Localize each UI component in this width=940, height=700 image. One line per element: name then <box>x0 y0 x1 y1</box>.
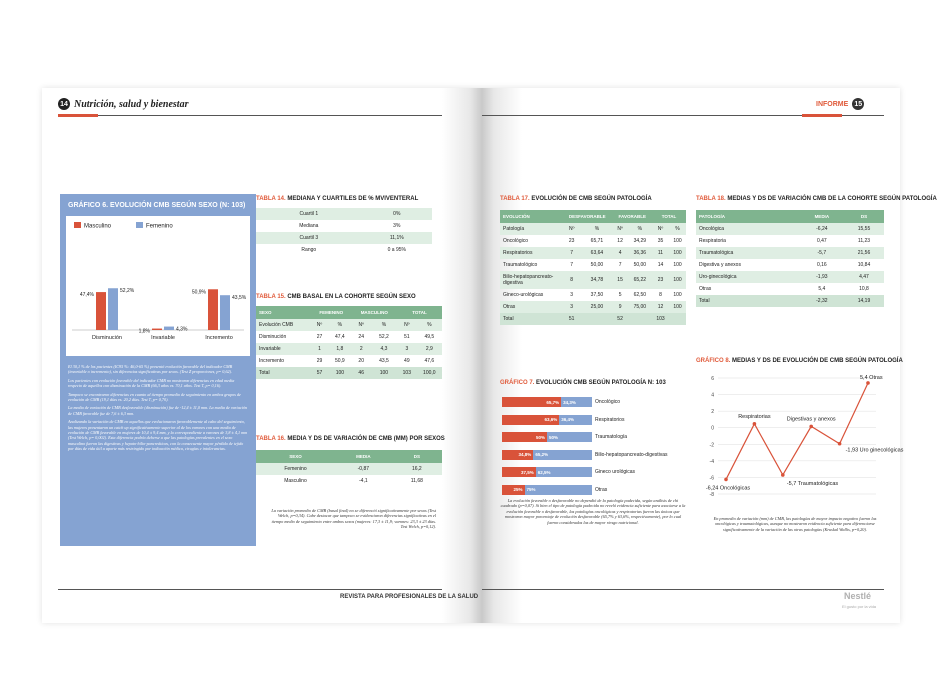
left-page-header <box>58 98 188 110</box>
table-cell: 1 <box>311 343 328 355</box>
bar-desfavorable: 63,6% <box>502 415 559 425</box>
table-cell: Incremento <box>259 358 285 364</box>
tabla15-number: TABLA 15. <box>256 294 286 300</box>
tabla17 <box>500 210 686 325</box>
bar-femenino <box>220 295 230 330</box>
left-footer-rule <box>58 589 442 590</box>
left-header-accent <box>58 114 98 117</box>
tabla18-caption: MEDIAS Y DS DE VARIACIÓN CMB DE LA COHORTE SEGÚN PATOLOGÍA <box>725 196 937 202</box>
table-cell: 49,5 <box>424 334 435 340</box>
table-cell: 47,4 <box>334 334 345 340</box>
table-cell: Nº <box>562 223 581 235</box>
table-cell: 49 <box>404 358 410 364</box>
table-cell: 47,6 <box>424 358 435 364</box>
tabla15-title <box>256 294 416 300</box>
bar-favorable: 50% <box>547 432 592 442</box>
grafico7-bar-row <box>502 485 592 495</box>
tabla16-title <box>256 436 445 442</box>
table-cell: 4,3 <box>371 343 397 355</box>
table-cell: -0,87 <box>335 463 392 475</box>
tabla16-note: La variación promedio de CMB (basal final) no se diferenció significativamente por sexos (Test Welch, p=0,34). Cabe destacar que tampoco se evidenciaron diferencias significativas en el tiempo medio de seguimiento entre ambos sexos (mujeres: 17,3 ± 11,9; varones: 23,3 ± 23 días. Test Welch, p=0,12). <box>271 508 436 530</box>
table-cell: 10,8 <box>859 286 869 292</box>
tabla18-title <box>696 196 937 202</box>
tabla17-number: TABLA 17. <box>500 196 530 202</box>
tabla14-caption: MEDIANA Y CUARTILES DE % MVIVENTERAL <box>285 196 419 202</box>
tabla16-number: TABLA 16. <box>256 436 286 442</box>
table-cell: 57 <box>311 367 328 379</box>
table-cell: 8 <box>562 271 581 289</box>
bar-desfavorable: 50% <box>502 432 547 442</box>
tabla16 <box>256 450 442 487</box>
table-cell: 2,9 <box>417 343 442 355</box>
table-cell: 36,36 <box>628 247 652 259</box>
table-cell: 20 <box>358 358 364 364</box>
table-cell: Oncológico <box>503 238 529 244</box>
table-cell: -1,93 <box>800 271 844 283</box>
table-cell: 75,00 <box>628 301 652 313</box>
table-cell: Bilio-hepatopancreato-digestiva <box>500 271 562 289</box>
table-cell: 23 <box>652 271 669 289</box>
table-cell: -6,24 <box>800 223 844 235</box>
data-label: -6,24 Oncológicas <box>705 485 751 492</box>
table-header: SEXO <box>256 306 311 319</box>
table-cell: 34,29 <box>633 238 647 244</box>
footer-magazine-name: REVISTA PARA PROFESIONALES DE LA SALUD <box>340 594 479 600</box>
table-cell: 65,71 <box>590 238 604 244</box>
table-cell: 0,47 <box>816 238 827 244</box>
table-cell: 15 <box>612 271 627 289</box>
table-cell: 14,19 <box>844 295 884 307</box>
table-cell: -5,7 <box>800 247 844 259</box>
table-cell: Respiratorios <box>500 247 562 259</box>
table-cell: 0 a 95% <box>387 247 406 253</box>
legend-label-femenino: Femenino <box>146 223 173 230</box>
table-cell <box>669 313 686 325</box>
grafico8-svg <box>696 372 904 512</box>
table-header: DS <box>844 210 884 223</box>
table-cell: 52,2 <box>379 334 389 340</box>
paragraph: Tampoco se encontraron diferencias en cuanto al tiempo promedio de seguimiento en ambos grupos de evolución de CMB (19,1 días vs. 20,2 días. Test T, p= 0,70). <box>68 391 241 403</box>
legend-swatch-masculino <box>74 222 81 228</box>
bar-favorable: 75% <box>525 485 593 495</box>
data-label: 47,4% <box>79 292 94 299</box>
table-cell: 3 <box>570 292 574 298</box>
tabla18-number: TABLA 18. <box>696 196 726 202</box>
table-cell: 15,55 <box>844 223 884 235</box>
left-page-number: 14 <box>58 98 70 110</box>
grafico7-note: La evolución favorable o desfavorable no dependió de la patología padecida, según análisis de chi cuadrado (p=0,07). Si bien el tipo de patología padecida no reveló evidencia suficiente para asociarse a la evolución favorable o desfavorable, las patologías oncológicas y respiratorias fueron las únicas que mostraron mayor porcentaje de evolución desfavorable (65,7% y 63,6%, respectivamente), por lo cual fueron consideradas las de mayor riesgo nutricional. <box>500 498 686 525</box>
table-cell: 5,4 <box>818 286 826 292</box>
paragraph: Analizando la variación de CMB en aquellos que evolucionaron favorablemente al cabo del seguimiento, las mujeres presentaron un catch up significativamente superior al de los varones con una media de evolución de CMB favorable en mujeres de 10,4 ± 9,4 mm, y la correspondiente a varones de 3,8 ± 4,1 mm (Test Welch, p= 0,002). Esta diferencia podría deberse a que las patologías prevalentes en el sexo masculino fueron las digestivas y hepato-bilio-pancreáticas, con la consecuente mayor pérdida de tejido por días de vida útil a aporte más restringido por indicación médica, cirugías e intolerancias. <box>68 419 248 452</box>
grafico6-panel <box>60 194 256 546</box>
data-label: 52,2% <box>120 288 135 295</box>
table-cell: 4 <box>612 247 627 259</box>
table-cell: % <box>328 319 351 331</box>
table-cell: 10,84 <box>857 262 871 268</box>
table-cell: 100 <box>669 301 686 313</box>
table-cell: 11,68 <box>410 478 423 484</box>
grafico7-caption: EVOLUCIÓN CMB SEGÚN PATOLOGÍA N: 103 <box>534 380 666 386</box>
table-cell: 34,78 <box>581 271 612 289</box>
table-cell: Cuartil 1 <box>256 208 362 220</box>
legend-swatch-femenino <box>136 222 143 228</box>
data-point <box>781 473 785 477</box>
grafico7-bar-row <box>502 415 592 425</box>
table-cell: % <box>628 223 652 235</box>
table-cell: 1,8 <box>328 343 351 355</box>
table-cell: Mediana <box>299 223 319 229</box>
table-header: MEDIA <box>335 450 392 463</box>
table-cell: 8 <box>659 292 662 298</box>
data-point <box>724 478 728 482</box>
table-cell: Oncológica <box>696 223 800 235</box>
table-cell: Masculino <box>284 478 307 484</box>
grafico6-description <box>68 364 248 455</box>
data-label: 1,8% <box>138 328 150 335</box>
category-label: Traumatología <box>595 434 628 440</box>
table-cell: 12 <box>617 238 623 244</box>
paragraph: Los pacientes con evolución favorable del indicador CMB no mostraron diferencias en edad media respecto de aquellos con disminución de la CMB (66,3 años vs. 70,1 años. Test T, p= 0,16). <box>68 377 235 389</box>
table-header: DS <box>392 450 442 463</box>
bar-favorable: 34,3% <box>561 397 592 407</box>
table-cell: 43,5 <box>379 358 389 364</box>
data-label: Digestivas y anexos <box>786 416 836 423</box>
data-label: 4,3% <box>176 326 188 333</box>
table-cell: 0% <box>362 208 432 220</box>
table-cell: 7 <box>618 262 622 268</box>
table-header: TOTAL <box>652 210 686 223</box>
table-cell: % <box>581 223 612 235</box>
paragraph: El 30,1 % de los pacientes (IC95 %: 46,0-65 %) presentó evolución favorable del indicador CMB (invariable o incremento), sin diferencias significativas por sexos. (Test Z proporciones, p= 0,62). <box>68 364 233 375</box>
grafico7-bar-row <box>502 397 592 407</box>
table-cell: -2,32 <box>800 295 844 307</box>
data-label: 43,5% <box>232 295 247 302</box>
table-cell: 100 <box>371 367 397 379</box>
legend-label-masculino: Masculino <box>84 223 112 230</box>
table-cell: 35 <box>657 238 664 244</box>
bar-desfavorable: 37,5% <box>502 467 536 477</box>
grafico8-title <box>696 358 903 364</box>
table-cell: 16,2 <box>392 463 442 475</box>
table-cell: 24 <box>358 334 364 340</box>
table-cell: Femenino <box>256 463 335 475</box>
table-cell: Cuartil 3 <box>256 232 362 244</box>
table-cell: 12 <box>652 301 669 313</box>
table-cell: 100 <box>328 367 351 379</box>
table-cell: 52 <box>612 313 627 325</box>
table-cell: 21,56 <box>844 247 884 259</box>
grafico7-bar-row <box>502 450 592 460</box>
tabla18 <box>696 210 884 307</box>
bar-favorable: 62,5% <box>536 467 592 477</box>
table-cell: 11,23 <box>857 238 871 244</box>
category-label: Oncológico <box>595 399 621 405</box>
table-cell: 100,0 <box>417 367 442 379</box>
left-header-rule <box>58 115 442 116</box>
table-cell: Traumatológico <box>503 262 538 268</box>
table-cell: 100 <box>669 247 686 259</box>
table-cell: Nº <box>311 319 328 331</box>
tabla14 <box>256 208 432 256</box>
tabla14-title <box>256 196 418 202</box>
bar-masculino <box>208 289 218 330</box>
table-cell: Total <box>696 295 800 307</box>
table-header: FEMENINO <box>311 306 352 319</box>
grafico6-chart <box>66 216 250 356</box>
right-header-accent <box>802 114 842 117</box>
table-cell: Uro-ginecológica <box>696 271 800 283</box>
nestle-logo: Nestlé <box>844 591 872 601</box>
table-cell: Nº <box>612 223 627 235</box>
table-cell: 11,1% <box>362 232 432 244</box>
table-cell: 51 <box>562 313 581 325</box>
table-cell: 27 <box>316 334 323 340</box>
category-label: Respiratorios <box>595 416 625 423</box>
paragraph: La media de variación de CMB desfavorable (disminución) fue de -12,4 ± 11,0 mm. La media de variación de CMB favorable fue de 7,6 ± 6,3 mm. <box>68 405 247 416</box>
table-header: PATOLOGÍA <box>696 210 800 223</box>
data-label: 5,4 Otras <box>860 374 883 381</box>
table-cell <box>581 313 612 325</box>
data-point <box>753 422 757 426</box>
category-label: Otras <box>595 486 608 493</box>
y-tick-label: 4 <box>711 392 714 399</box>
y-tick-label: 2 <box>711 409 714 416</box>
y-tick-label: 6 <box>711 376 714 382</box>
table-cell: 3 <box>562 301 581 313</box>
right-page-header <box>816 98 864 110</box>
bar-favorable: 65,2% <box>533 450 592 460</box>
table-cell: 100 <box>673 292 682 298</box>
tabla17-caption: EVOLUCIÓN DE CMB SEGÚN PATOLOGÍA <box>529 196 652 202</box>
open-pages <box>42 88 937 623</box>
y-tick-label: -6 <box>709 475 714 482</box>
table-cell: 100 <box>673 262 682 268</box>
table-header: DESFAVORABLE <box>562 210 612 223</box>
table-header: SEXO <box>256 450 335 463</box>
table-cell: 3 <box>397 343 417 355</box>
table-cell: 23 <box>568 238 575 244</box>
table-cell: 25,00 <box>581 301 612 313</box>
bar-favorable: 36,4% <box>559 415 592 425</box>
bar-masculino <box>96 292 106 330</box>
table-cell: 50,00 <box>590 262 604 268</box>
bar-masculino <box>152 329 162 330</box>
grafico8-caption: MEDIAS Y DS DE EVOLUCIÓN DE CMB SEGÚN PATOLOGÍA <box>730 358 903 364</box>
tabla15 <box>256 306 442 379</box>
table-cell: 9 <box>612 301 627 313</box>
right-section-label: INFORME <box>816 100 849 108</box>
bar-femenino <box>108 288 118 330</box>
table-header: TOTAL <box>397 306 442 319</box>
y-tick-label: -2 <box>709 442 714 449</box>
table-cell: 46 <box>352 367 371 379</box>
table-cell: % <box>417 319 442 331</box>
data-point <box>809 425 813 429</box>
table-cell: Nº <box>352 319 371 331</box>
table-cell: % <box>371 319 397 331</box>
tabla14-number: TABLA 14. <box>256 196 286 202</box>
table-cell: 103 <box>652 313 669 325</box>
table-cell: Digestiva y anexos <box>699 262 741 268</box>
category-label: Gineco urológicas <box>595 469 636 475</box>
data-point <box>838 442 842 446</box>
data-label: -1,93 Uro ginecológicas <box>845 447 904 454</box>
table-cell: 11 <box>652 247 669 259</box>
table-cell: Otras <box>699 286 712 292</box>
table-cell: Otras <box>500 301 562 313</box>
table-cell: 65,22 <box>628 271 652 289</box>
y-tick-label: 0 <box>711 425 714 432</box>
table-cell: 63,64 <box>581 247 612 259</box>
table-cell: Nº <box>652 223 669 235</box>
table-cell: 2 <box>352 343 371 355</box>
left-page-title: Nutrición, salud y bienestar <box>74 98 189 110</box>
table-cell: % <box>669 223 686 235</box>
tabla16-caption: MEDIA Y DS DE VARIACIÓN DE CMB (MM) POR SEXOS <box>285 436 445 442</box>
table-cell: 51 <box>404 334 410 340</box>
grafico8-number: GRÁFICO 8. <box>696 358 731 364</box>
table-cell: Gineco-urológicas <box>503 292 544 298</box>
table-cell: -4,1 <box>359 478 368 484</box>
data-label: 50,9% <box>191 289 206 296</box>
table-cell: 0,16 <box>816 262 827 268</box>
table-header: EVOLUCIÓN <box>500 210 562 223</box>
table-cell: Respiratoria <box>699 238 726 244</box>
bar-desfavorable: 34,8% <box>502 450 533 460</box>
right-page-number: 15 <box>852 98 864 110</box>
category-label: Disminución <box>92 335 122 341</box>
table-cell: Patología <box>500 223 562 235</box>
category-label: Invariable <box>151 335 175 341</box>
table-cell: 62,50 <box>633 292 647 298</box>
table-cell: 7 <box>570 262 574 268</box>
table-header: MEDIA <box>800 210 844 223</box>
series-line <box>726 383 868 479</box>
table-cell: 103 <box>397 367 417 379</box>
grafico7-bar-row <box>502 432 592 442</box>
table-cell <box>628 313 652 325</box>
data-label: -5,7 Traumatológicas <box>786 480 839 487</box>
grafico7-bar-row <box>502 467 592 477</box>
table-cell: Total <box>256 367 311 379</box>
category-label: Bilio-hepatopancreato-digestivas <box>595 451 668 458</box>
grafico6-bars <box>72 288 247 341</box>
table-cell: 37,50 <box>590 292 604 298</box>
table-cell: 50,00 <box>633 262 647 268</box>
table-cell: 100 <box>673 238 682 244</box>
data-point <box>866 381 870 385</box>
table-header: MASCULINO <box>352 306 397 319</box>
table-cell: 50,9 <box>334 358 345 364</box>
nestle-tagline: El gusto por la vida <box>842 604 877 609</box>
table-cell: 7 <box>562 247 581 259</box>
binding-gutter <box>442 88 522 623</box>
bar-femenino <box>164 327 174 330</box>
grafico6-svg <box>66 216 250 356</box>
table-cell: 29 <box>316 358 323 364</box>
table-cell: 14 <box>657 262 664 268</box>
table-header: FAVORABLE <box>612 210 652 223</box>
tabla17-title <box>500 196 652 202</box>
data-label: Respiratorias <box>738 413 771 420</box>
grafico6-title: GRÁFICO 6. EVOLUCIÓN CMB SEGÚN SEXO (N: 103) <box>68 202 246 209</box>
y-tick-label: -4 <box>709 458 714 465</box>
table-cell: 5 <box>618 292 622 298</box>
bar-desfavorable: 65,7% <box>502 397 561 407</box>
table-cell: 3% <box>393 223 401 229</box>
grafico8-note: En promedio de variación (mm) de CMB, las patologías de mayor impacto negativo fueron las oncológicas y traumatológicas, aunque no mostraron evidencia suficiente para diferenciarse significativamente de la variación de las otras patologías (Kruskal Wallis, p=0,20). <box>713 516 877 532</box>
bar-desfavorable: 25% <box>502 485 525 495</box>
table-cell: Invariable <box>256 343 311 355</box>
table-cell: Evolución CMB <box>256 319 311 331</box>
category-label: Incremento <box>205 335 233 341</box>
grafico7-number: GRÁFICO 7. <box>500 380 535 386</box>
table-cell: Traumatológica <box>696 247 800 259</box>
right-footer-rule <box>482 589 884 590</box>
table-cell: Disminución <box>259 334 287 340</box>
table-cell: 100 <box>669 271 686 289</box>
table-cell: 4,47 <box>844 271 884 283</box>
grafico7-title <box>500 380 666 386</box>
table-cell: Rango <box>301 247 317 253</box>
tabla15-caption: CMB BASAL EN LA COHORTE SEGÚN SEXO <box>285 294 416 300</box>
table-cell: Total <box>500 313 562 325</box>
table-cell: Nº <box>397 319 417 331</box>
y-tick-label: -8 <box>709 492 714 498</box>
